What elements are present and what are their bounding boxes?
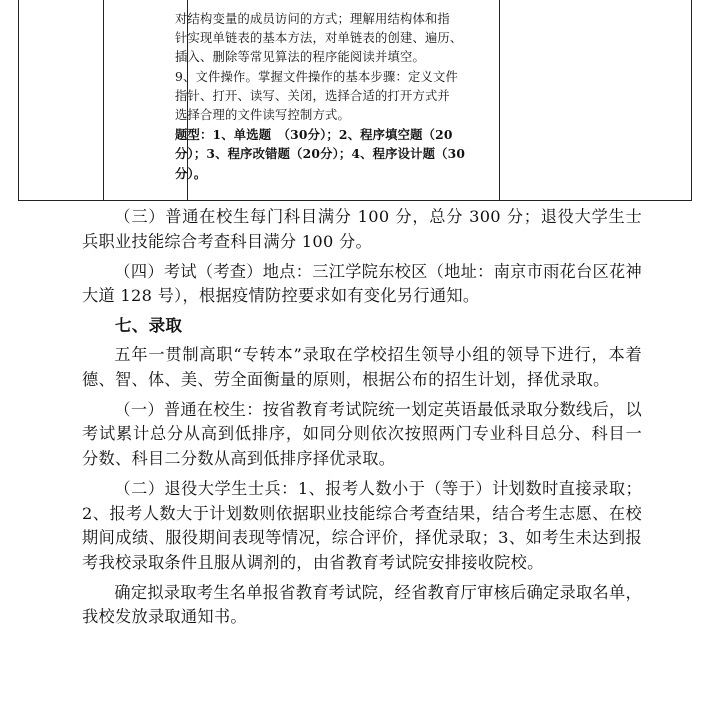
paragraph-admission-regular-students: （一）普通在校生：按省教育考试院统一划定英语最低录取分数线后，以考试累计总分从高到低排序，如同分则依次按照两门专业科目总分、科目一分数、科目二分数从高到低排序择优录取。 xyxy=(82,399,642,468)
paragraph-score-full-marks: （三）普通在校生每门科目满分 100 分，总分 300 分；退役大学生士兵职业技能综合考查科目满分 100 分。 xyxy=(82,207,642,251)
question-types-line: 题型：1、单选题 （30分）；2、程序填空题（20 xyxy=(175,127,453,143)
paragraph-admission-intro: 五年一贯制高职“专转本”录取在学校招生领导小组的领导下进行，本着德、智、体、美、劳全面衡量的原则，根据公布的招生计划，择优录取。 xyxy=(82,344,642,389)
cell-line: 选择合理的文件读写控制方式。 xyxy=(175,108,350,123)
section-heading-admission: 七、录取 xyxy=(115,316,183,336)
paragraph-admission-final: 确定拟录取考生名单报省教育考试院，经省教育厅审核后确定录取名单，我校发放录取通知书。 xyxy=(82,582,642,627)
table-column-divider xyxy=(499,0,500,201)
question-types-line: 分）；3、程序改错题（20分）；4、程序设计题（30 xyxy=(175,146,466,162)
paragraph-exam-location: （四）考试（考查）地点：三江学院东校区（地址：南京市雨花台区花神大道 128 号），根据疫情防控要求如有变化另行通知。 xyxy=(82,261,642,306)
cell-line: 插入、删除等常见算法的程序能阅读并填空。 xyxy=(175,50,425,65)
cell-line: 针实现单链表的基本方法，对单链表的创建、遍历、 xyxy=(175,31,463,46)
table-column-divider xyxy=(103,0,104,201)
cell-line: 9、文件操作。掌握文件操作的基本步骤：定义文件 xyxy=(175,69,458,84)
table-cell-content xyxy=(175,10,475,183)
paragraph-admission-veterans: （二）退役大学生士兵：1、报考人数小于（等于）计划数时直接录取；2、报考人数大于计划数则依据职业技能综合考查结果，结合考生志愿、在校期间成绩、服役期间表现等情况，综合评价，择优录取；3、如考生未达到报考我校录取条件且服从调剂的，由省教育考试院安排接收院校。 xyxy=(82,478,642,572)
question-types-line: 分）。 xyxy=(175,165,207,181)
cell-line: 指针、打开、读写、关闭，选择合适的打开方式并 xyxy=(175,88,450,103)
cell-line: 对结构变量的成员访问的方式；理解用结构体和指 xyxy=(175,12,450,26)
document-body xyxy=(82,205,642,636)
